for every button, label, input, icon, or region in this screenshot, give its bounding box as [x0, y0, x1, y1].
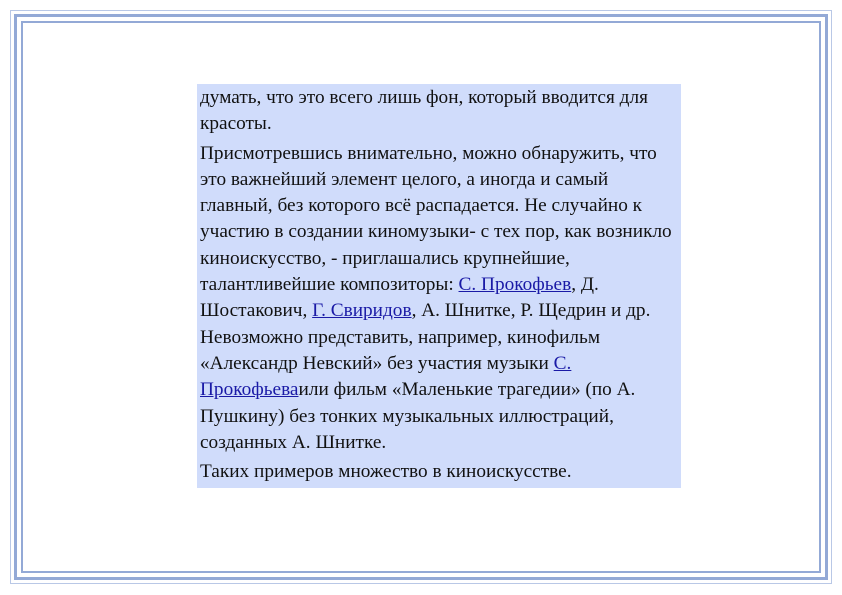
link-prokofiev[interactable]: С. Прокофьев: [458, 274, 572, 296]
link-sviridov[interactable]: Г. Свиридов: [312, 300, 412, 322]
paragraph-conclusion: Таких примеров множество в киноискусстве.: [200, 461, 572, 483]
paragraph-examples: [200, 325, 677, 456]
paragraph-examples-text-2: или фильм «Маленькие трагедии» (по А. Пушкину) без тонких музыкальных иллюстраций, созданных А. Шнитке.: [200, 379, 636, 453]
paragraph-examples-text-1: Невозможно представить, например, кинофильм «Александр Невский» без участия музыки: [200, 326, 601, 374]
paragraph-intro: думать, что это всего лишь фон, который вводится для красоты.: [200, 87, 648, 135]
paragraph-composers-text-2: , Д. Шостакович,: [200, 274, 599, 322]
link-prokofieva[interactable]: С. Прокофьева: [200, 352, 572, 401]
paragraph-composers-text-3: , А. Шнитке, Р. Щедрин и др.: [411, 300, 651, 322]
paragraph-composers: [200, 141, 677, 325]
slide-text-box: [197, 84, 681, 488]
paragraph-composers-text-1: Присмотревшись внимательно, можно обнаружить, что это важнейший элемент целого, а иногда и самый главный, без которого всё распадается. Не случайно к участию в создании киномузыки- с тех пор, как возникло киноискусство, - приглашались крупнейшие, талантливейшие композиторы:: [200, 142, 672, 296]
